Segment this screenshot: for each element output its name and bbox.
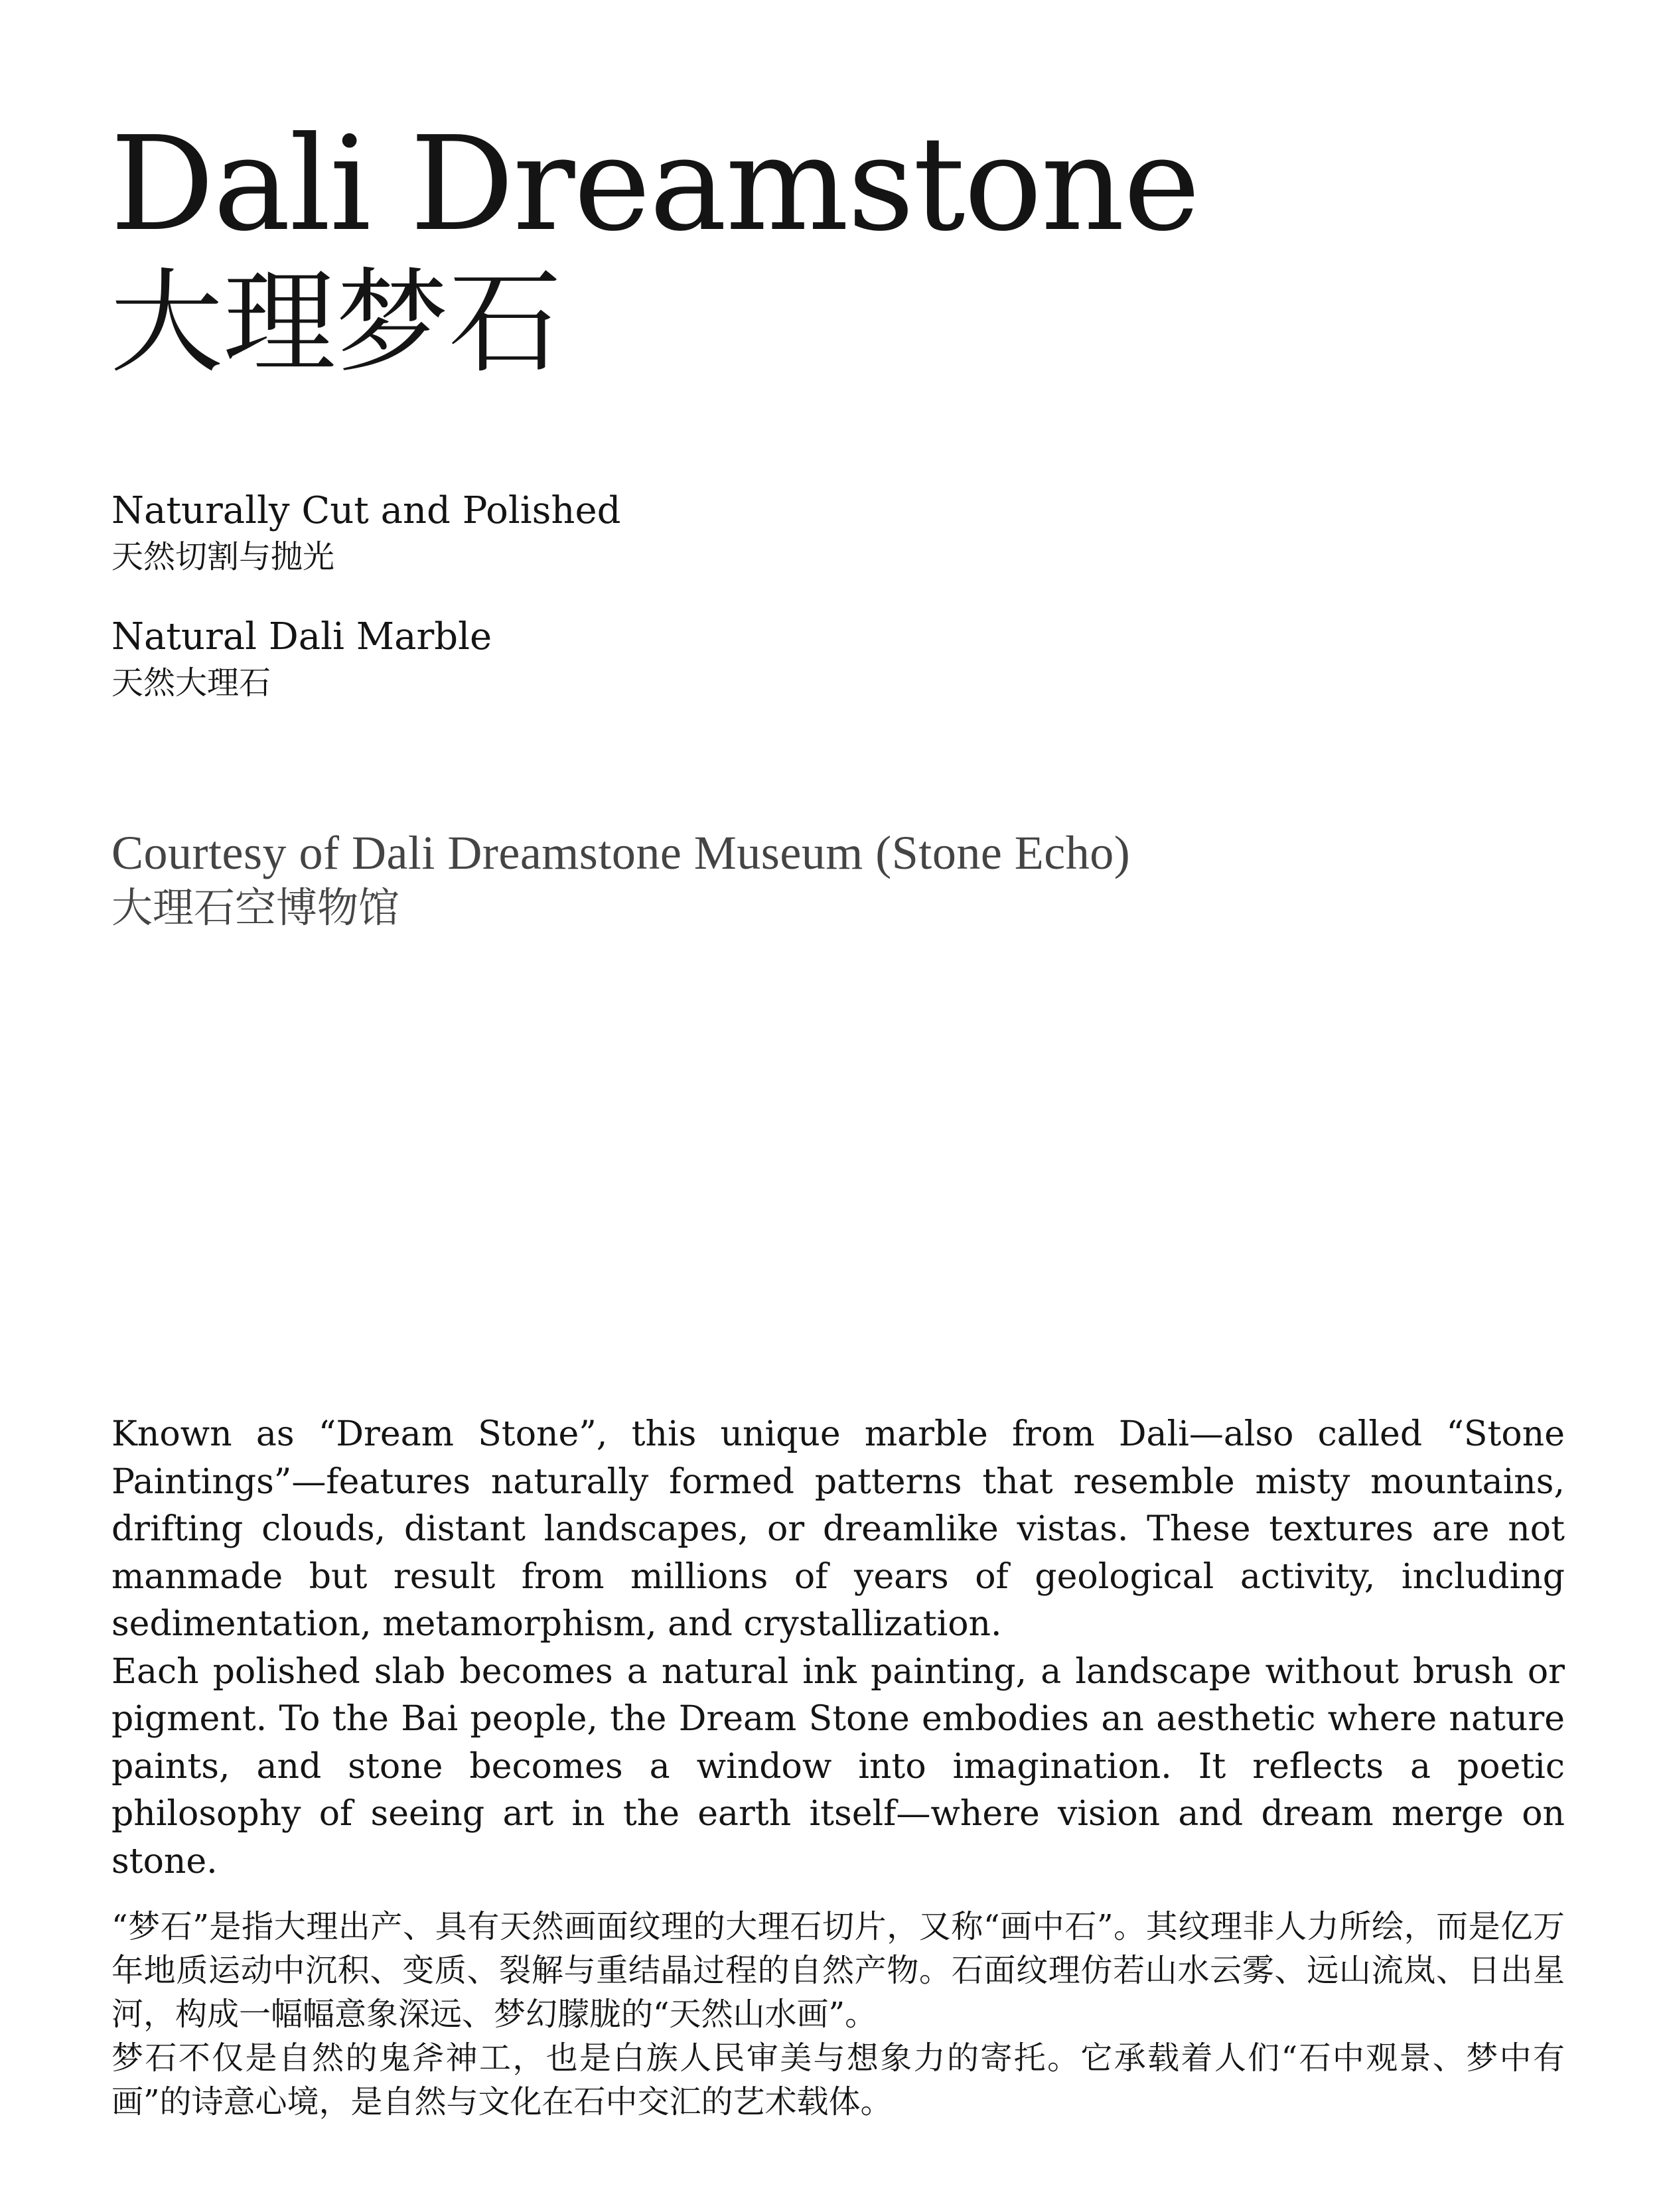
feature-cut-polished <box>111 487 620 579</box>
description-paragraph: Each polished slab becomes a natural ink painting, a landscape without brush or pigment. To the Bai people, the Dream Stone embodies an aesthetic where nature paints, and stone becomes a window into imagination. It reflects a poetic philosophy of seeing art in the earth itself—where vision and dream merge on stone. <box>111 1651 1565 1881</box>
title-chinese: 大理梦石 <box>110 258 562 389</box>
courtesy-credit <box>111 826 1130 936</box>
description-paragraph: Known as “Dream Stone”, this unique marble from Dali—also called “Stone Paintings”—features naturally formed patterns that resemble misty mountains, drifting clouds, distant landscapes, or dreamlike vistas. These textures are not manmade but result from millions of years of geological activity, including sedimentation, metamorphism, and crystallization. <box>111 1414 1565 1644</box>
courtesy-english: Courtesy of Dali Dreamstone Museum (Stone Echo) <box>111 826 1131 879</box>
description-chinese <box>111 1905 1565 2124</box>
feature-chinese: 天然切割与抛光 <box>111 538 335 575</box>
description-paragraph: “梦石”是指大理出产、具有天然画面纹理的大理石切片，又称“画中石”。其纹理非人力所绘，而是亿万年地质运动中沉积、变质、裂解与重结晶过程的自然产物。石面纹理仿若山水云雾、远山流岚、日出星河，构成一幅幅意象深远、梦幻朦胧的“天然山水画”。 <box>111 1908 1565 2033</box>
feature-english: Naturally Cut and Polished <box>111 489 621 532</box>
feature-chinese: 天然大理石 <box>111 664 271 701</box>
feature-natural-marble <box>111 613 492 705</box>
title-english: Dali Dreamstone <box>110 109 1199 260</box>
description-english <box>111 1411 1565 1885</box>
courtesy-chinese: 大理石空博物馆 <box>111 883 400 932</box>
feature-english: Natural Dali Marble <box>111 615 492 658</box>
description-paragraph: 梦石不仅是自然的鬼斧神工，也是白族人民审美与想象力的寄托。它承载着人们“石中观景、梦中有画”的诗意心境，是自然与文化在石中交汇的艺术载体。 <box>111 2039 1565 2120</box>
